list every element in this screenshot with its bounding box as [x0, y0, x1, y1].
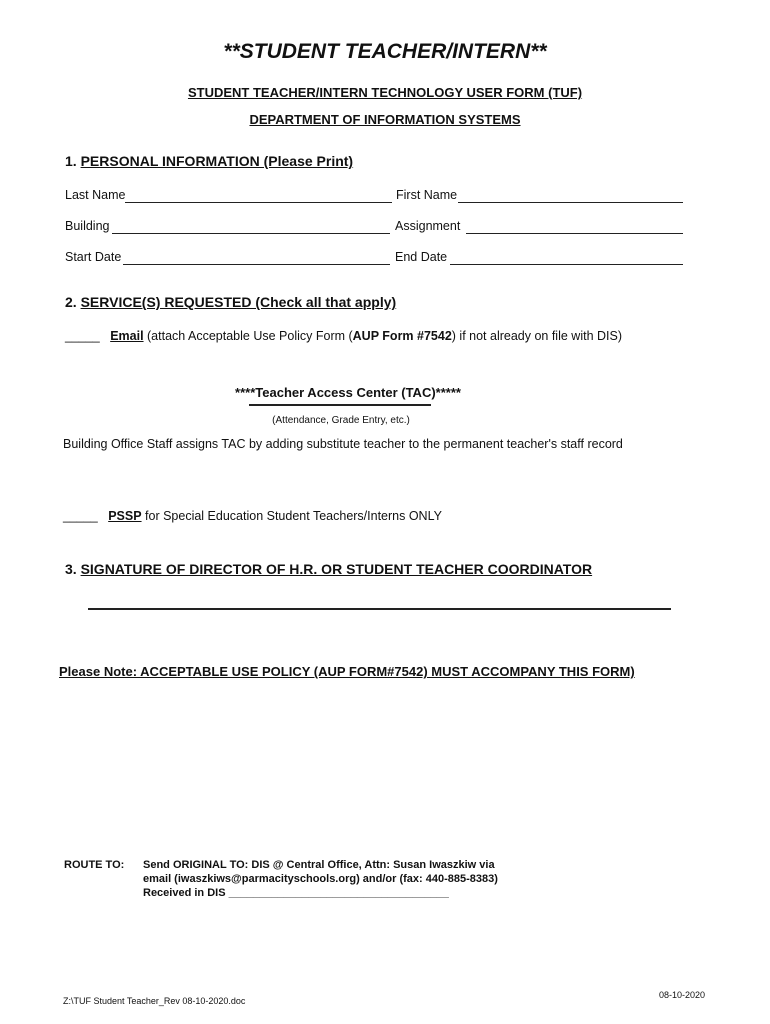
assignment-field[interactable]	[466, 219, 683, 234]
email-row	[65, 329, 622, 343]
signature-line[interactable]	[88, 598, 671, 610]
form-title: **STUDENT TEACHER/INTERN**	[223, 40, 547, 63]
section-number: 2.	[65, 294, 77, 310]
route-label: ROUTE TO:	[64, 859, 125, 871]
section-title: SIGNATURE OF DIRECTOR OF H.R. OR STUDENT TEACHER COORDINATOR	[80, 561, 593, 577]
route-line-2: email (iwaszkiws@parmacityschools.org) and/or (fax: 440-885-8383)	[143, 873, 498, 885]
email-checkbox-blank[interactable]: _____	[65, 329, 100, 343]
start-date-label: Start Date	[65, 250, 122, 264]
end-date-label: End Date	[395, 250, 448, 264]
pssp-text: for Special Education Student Teachers/Interns ONLY	[141, 509, 442, 523]
email-label: Email	[110, 329, 144, 343]
assignment-label: Assignment	[395, 219, 461, 233]
tac-suffix: *****	[435, 385, 461, 400]
tac-underline	[249, 391, 431, 406]
section-number: 1.	[65, 153, 77, 169]
route-line-1: Send ORIGINAL TO: DIS @ Central Office, Attn: Susan Iwaszkiw via	[143, 859, 495, 871]
tac-note: (Attendance, Grade Entry, etc.)	[272, 415, 410, 426]
section-1-heading	[65, 153, 353, 169]
department-title: DEPARTMENT OF INFORMATION SYSTEMS	[249, 112, 521, 127]
pssp-label: PSSP	[108, 509, 142, 523]
route-line-3: Received in DIS ____________________________________	[143, 887, 449, 899]
tac-description: Building Office Staff assigns TAC by adding substitute teacher to the permanent teacher's staff record	[63, 437, 623, 451]
form-subtitle: STUDENT TEACHER/INTERN TECHNOLOGY USER FORM (TUF)	[187, 85, 583, 100]
tac-label: Teacher Access Center (TAC)	[255, 385, 436, 400]
aup-form-label: AUP Form #7542	[352, 329, 452, 343]
building-label: Building	[65, 219, 110, 233]
tac-prefix: ****	[235, 385, 256, 400]
start-date-field[interactable]	[123, 250, 390, 265]
footer-filename: Z:\TUF Student Teacher_Rev 08-10-2020.doc	[63, 996, 246, 1006]
building-field[interactable]	[112, 219, 390, 234]
last-name-field[interactable]	[125, 188, 392, 203]
aup-note: Please Note: ACCEPTABLE USE POLICY (AUP FORM#7542) MUST ACCOMPANY THIS FORM)	[59, 664, 635, 679]
end-date-field[interactable]	[450, 250, 683, 265]
section-number: 3.	[65, 561, 77, 577]
footer-date: 08-10-2020	[659, 990, 706, 1000]
pssp-row	[63, 509, 442, 523]
section-title: SERVICE(S) REQUESTED (Check all that apply)	[80, 294, 397, 310]
section-2-heading	[65, 294, 396, 310]
email-text-end: ) if not already on file with DIS)	[451, 329, 622, 343]
section-title: PERSONAL INFORMATION (Please Print)	[80, 153, 354, 169]
first-name-field[interactable]	[458, 188, 683, 203]
first-name-label: First Name	[396, 188, 458, 202]
section-3-heading	[65, 561, 592, 577]
email-text: (attach Acceptable Use Policy Form (	[143, 329, 353, 343]
pssp-checkbox-blank[interactable]: _____	[63, 509, 98, 523]
last-name-label: Last Name	[65, 188, 126, 202]
